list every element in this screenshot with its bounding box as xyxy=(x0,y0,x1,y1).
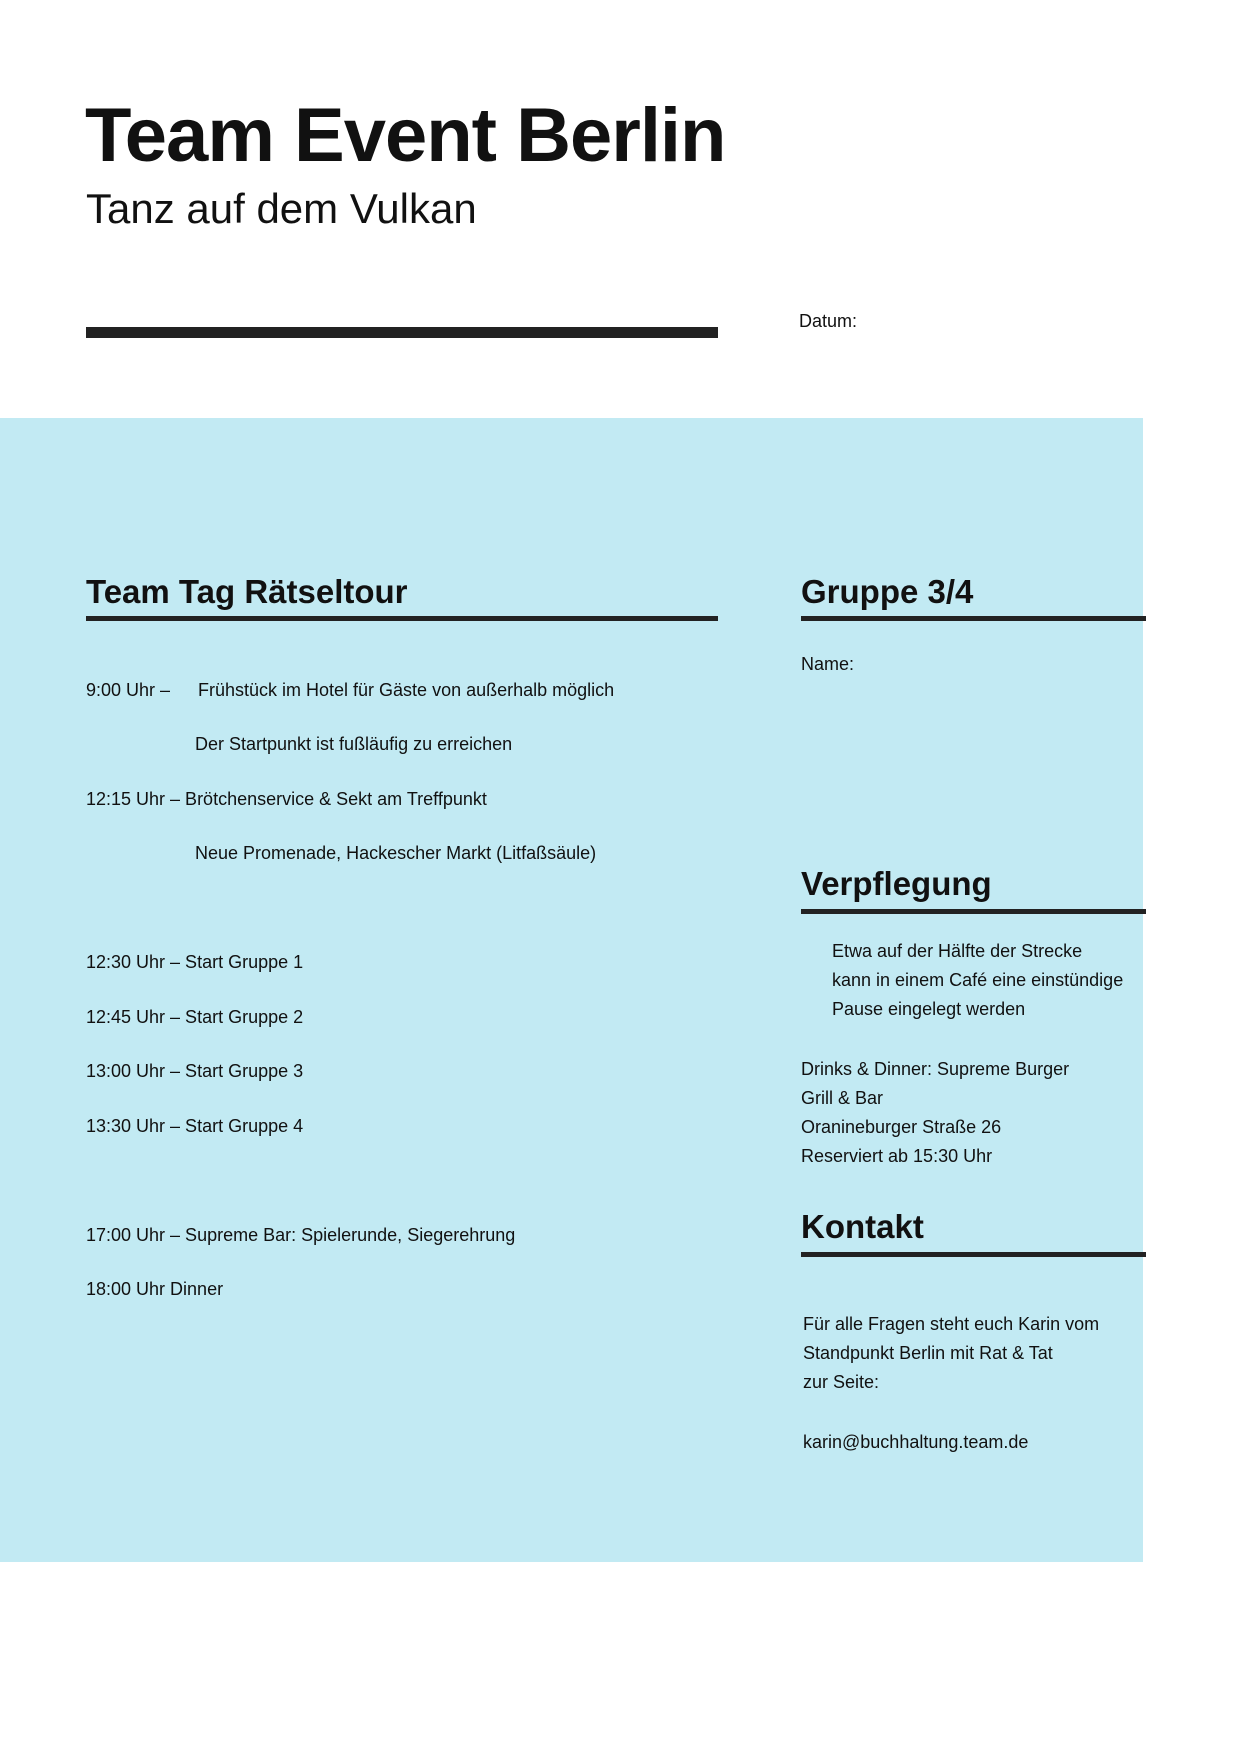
schedule-dinner: 18:00 Uhr Dinner xyxy=(86,1279,224,1299)
contact-heading-rule xyxy=(801,1252,1146,1257)
schedule-meeting-point: Neue Promenade, Hackescher Markt (Litfaßsäule) xyxy=(195,843,597,863)
schedule-start-group-1: 12:30 Uhr – Start Gruppe 1 xyxy=(86,952,304,972)
schedule-breakfast-note: Der Startpunkt ist fußläufig zu erreichen xyxy=(195,734,513,754)
contact-heading: Kontakt xyxy=(801,1208,924,1245)
contact-text: Für alle Fragen steht euch Karin vom Standpunkt Berlin mit Rat & Tat zur Seite: xyxy=(803,1314,1100,1392)
page-subtitle: Tanz auf dem Vulkan xyxy=(86,185,477,232)
schedule-heading: Team Tag Rätseltour xyxy=(86,573,408,610)
catering-break-text: Etwa auf der Hälfte der Strecke kann in einem Café eine einstündige Pause eingelegt werden xyxy=(832,941,1124,1019)
catering-heading: Verpflegung xyxy=(801,865,992,902)
schedule-time-breakfast: 9:00 Uhr – xyxy=(86,680,171,700)
schedule-brunch: 12:15 Uhr – Brötchenservice & Sekt am Treffpunkt xyxy=(86,789,487,809)
schedule-awards: 17:00 Uhr – Supreme Bar: Spielerunde, Siegerehrung xyxy=(86,1225,516,1245)
contact-email[interactable]: karin@buchhaltung.team.de xyxy=(803,1432,1029,1452)
schedule-heading-rule xyxy=(86,616,718,621)
group-heading-rule xyxy=(801,616,1146,621)
schedule-breakfast: Frühstück im Hotel für Gäste von außerhalb möglich xyxy=(198,680,615,700)
schedule-start-group-3: 13:00 Uhr – Start Gruppe 3 xyxy=(86,1061,304,1081)
group-heading: Gruppe 3/4 xyxy=(801,573,974,610)
date-label: Datum: xyxy=(799,311,858,331)
title-divider xyxy=(86,327,718,338)
page-title: Team Event Berlin xyxy=(85,93,726,178)
schedule-start-group-2: 12:45 Uhr – Start Gruppe 2 xyxy=(86,1007,304,1027)
catering-dinner-text: Drinks & Dinner: Supreme Burger Grill & Bar Oranineburger Straße 26 Reserviert ab 15:30 Uhr xyxy=(801,1059,1070,1166)
name-label: Name: xyxy=(801,654,855,674)
schedule-start-group-4: 13:30 Uhr – Start Gruppe 4 xyxy=(86,1116,304,1136)
catering-heading-rule xyxy=(801,909,1146,914)
